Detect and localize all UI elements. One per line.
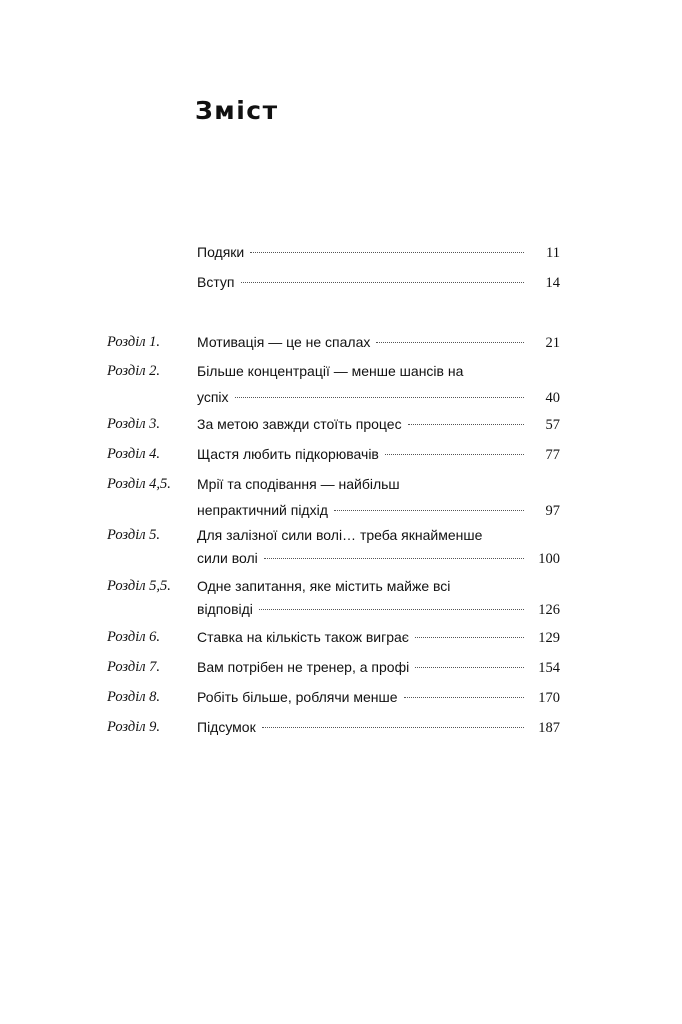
entry-title-line2: непрактичний підхід xyxy=(197,502,328,518)
dot-leader xyxy=(250,252,524,253)
entry-title: Ставка на кількість також виграє xyxy=(197,629,409,645)
chapter-label: Розділ 1. xyxy=(107,334,161,350)
chapter-label: Розділ 8. xyxy=(107,689,161,705)
entry-title-line2: сили волі xyxy=(197,550,258,566)
chapter-label: Розділ 5. xyxy=(107,527,161,543)
dot-leader xyxy=(264,558,524,559)
entry-title: Щастя любить підкорювачів xyxy=(197,446,379,462)
entry-title: Підсумок xyxy=(197,719,256,735)
chapter-label: Розділ 4. xyxy=(107,446,161,462)
page-number: 21 xyxy=(545,335,560,351)
chapter-label: Розділ 9. xyxy=(107,719,161,735)
page-number: 77 xyxy=(545,447,560,463)
page-number: 129 xyxy=(538,630,560,646)
page-number: 14 xyxy=(545,275,560,291)
page-number: 126 xyxy=(538,602,560,618)
dot-leader xyxy=(376,342,524,343)
dot-leader xyxy=(259,609,524,610)
dot-leader xyxy=(408,424,524,425)
entry-title: Робіть більше, роблячи менше xyxy=(197,689,398,705)
page-number: 187 xyxy=(538,720,560,736)
entry-title: Вступ xyxy=(197,274,235,290)
entry-title: За метою завжди стоїть процес xyxy=(197,416,402,432)
page-number: 154 xyxy=(538,660,560,676)
dot-leader xyxy=(415,667,524,668)
dot-leader xyxy=(404,697,525,698)
dot-leader xyxy=(415,637,524,638)
entry-title-line1: Мрії та сподівання — найбільш xyxy=(197,476,400,492)
entry-title-line1: Для залізної сили волі… треба якнайменше xyxy=(197,527,483,543)
dot-leader xyxy=(262,727,524,728)
page-number: 97 xyxy=(545,503,560,519)
page-number: 40 xyxy=(545,390,560,406)
chapter-label: Розділ 7. xyxy=(107,659,161,675)
entry-title-line1: Одне запитання, яке містить майже всі xyxy=(197,578,451,594)
page-title: Зміст xyxy=(195,96,279,125)
entry-title-line2: відповіді xyxy=(197,601,253,617)
entry-title: Подяки xyxy=(197,244,245,260)
dot-leader xyxy=(235,397,524,398)
dot-leader xyxy=(385,454,524,455)
page-number: 170 xyxy=(538,690,560,706)
entry-title: Мотивація — це не спалах xyxy=(197,334,371,350)
dot-leader xyxy=(241,282,525,283)
entry-title: Вам потрібен не тренер, а профі xyxy=(197,659,410,675)
chapter-label: Розділ 4,5. xyxy=(107,476,171,492)
entry-title-line2: успіх xyxy=(197,389,229,405)
chapter-label: Розділ 2. xyxy=(107,363,161,379)
page-number: 100 xyxy=(538,551,560,567)
page-number: 11 xyxy=(546,245,560,261)
entry-title-line1: Більше концентрації — менше шансів на xyxy=(197,363,464,379)
chapter-label: Розділ 3. xyxy=(107,416,161,432)
chapter-label: Розділ 6. xyxy=(107,629,161,645)
dot-leader xyxy=(334,510,524,511)
page-number: 57 xyxy=(545,417,560,433)
chapter-label: Розділ 5,5. xyxy=(107,578,171,594)
